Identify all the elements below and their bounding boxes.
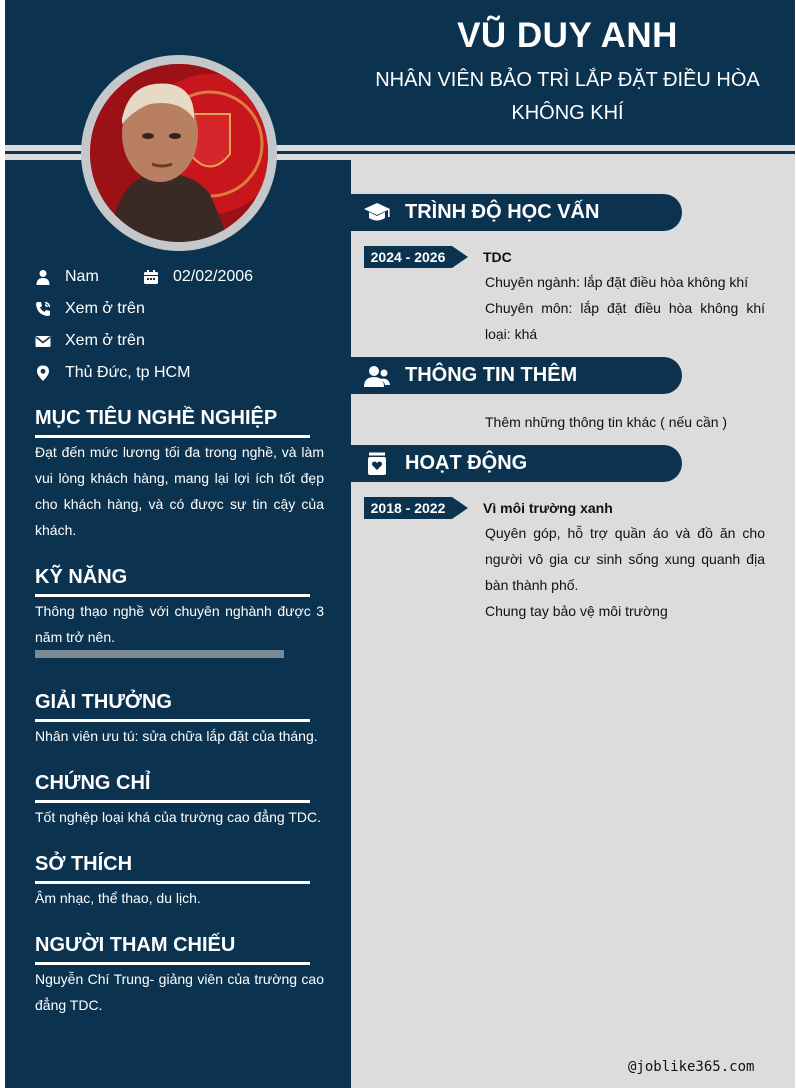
phone-row	[35, 298, 235, 320]
skills-divider	[35, 594, 310, 597]
objective-text: Đạt đến mức lương tối đa trong nghề, và làm vui lòng khách hàng, mang lại lợi ích tốt đẹp cho khách hàng, và có được sự tin cậy của khách.	[35, 444, 324, 538]
hobbies-heading: SỞ THÍCH	[35, 853, 133, 875]
skills-heading: KỸ NĂNG	[35, 566, 128, 588]
gender-value: Nam	[65, 268, 99, 285]
references-divider	[35, 962, 310, 965]
activities-date: 2018 - 2022	[364, 497, 452, 519]
resume-page	[5, 0, 795, 1088]
address-value: Thủ Đức, tp HCM	[65, 364, 191, 381]
education-band	[351, 194, 682, 231]
location-pin-icon	[35, 365, 51, 381]
certificates-divider	[35, 800, 310, 803]
education-line-1: Chuyên ngành: lắp đặt điều hòa không khí	[485, 274, 749, 290]
objective-divider	[35, 435, 310, 438]
hobbies-divider	[35, 881, 310, 884]
medical-jar-icon	[363, 452, 391, 476]
references-heading: NGƯỜI THAM CHIẾU	[35, 934, 236, 956]
skill-level-bar	[35, 650, 284, 658]
certificates-heading: CHỨNG CHỈ	[35, 772, 151, 794]
extra-info-heading: THÔNG TIN THÊM	[405, 364, 578, 386]
education-heading: TRÌNH ĐỘ HỌC VẤN	[405, 201, 600, 223]
activities-heading: HOẠT ĐỘNG	[405, 452, 528, 474]
extra-info-band	[351, 357, 682, 394]
activities-date-arrow	[452, 497, 468, 519]
references-text: Nguyễn Chí Trung- giảng viên của trường cao đẳng TDC.	[35, 971, 324, 1013]
hobbies-text: Âm nhạc, thể thao, du lịch.	[35, 890, 201, 906]
skills-text: Thông thạo nghề với chuyên nghành được 3 năm trở nên.	[35, 603, 324, 645]
gender-row	[35, 266, 145, 288]
activities-line-1: Quyên góp, hỗ trợ quần áo và đồ ăn cho người vô gia cư sinh sống xung quanh địa bàn thành phố.	[485, 525, 765, 593]
users-icon	[363, 364, 391, 388]
birthday-row	[143, 266, 293, 288]
education-date-arrow	[452, 246, 468, 268]
education-date: 2024 - 2026	[364, 246, 452, 268]
certificates-text: Tốt nghệp loại khá của trường cao đẳng TDC.	[35, 809, 322, 825]
email-row	[35, 330, 235, 352]
awards-text: Nhân viên ưu tú: sửa chữa lắp đặt của tháng.	[35, 728, 318, 744]
email-value: Xem ở trên	[65, 332, 145, 349]
awards-divider	[35, 719, 310, 722]
activities-org: Vì môi trường xanh	[483, 500, 613, 516]
extra-info-text: Thêm những thông tin khác ( nếu cần )	[485, 414, 728, 430]
activities-band	[351, 445, 682, 482]
education-school: TDC	[483, 249, 512, 265]
job-title: NHÂN VIÊN BẢO TRÌ LẮP ĐẶT ĐIỀU HÒA KHÔNG KHÍ	[375, 69, 760, 124]
envelope-icon	[35, 333, 51, 349]
graduation-cap-icon	[363, 201, 391, 225]
phone-value: Xem ở trên	[65, 300, 145, 317]
calendar-icon	[143, 269, 159, 285]
education-line-2: Chuyên môn: lắp đặt điều hòa không khí loại: khá	[485, 300, 765, 342]
footer-watermark: @joblike365.com	[628, 1059, 755, 1075]
birthday-value: 02/02/2006	[173, 268, 254, 285]
person-icon	[35, 269, 51, 285]
awards-heading: GIẢI THƯỞNG	[35, 691, 172, 713]
candidate-name: VŨ DUY ANH	[457, 16, 678, 55]
objective-heading: MỤC TIÊU NGHỀ NGHIỆP	[35, 407, 278, 429]
phone-icon	[35, 301, 51, 317]
avatar-photo	[90, 64, 268, 242]
activities-line-2: Chung tay bảo vệ môi trường	[485, 603, 668, 619]
address-row	[35, 362, 295, 384]
